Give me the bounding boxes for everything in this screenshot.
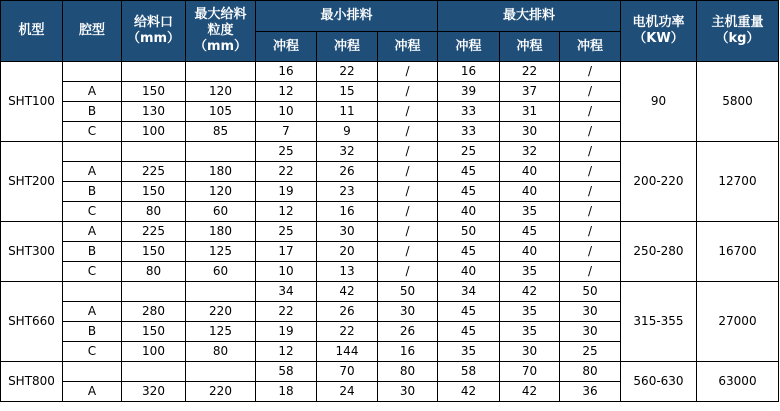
feed-opening-cell xyxy=(122,62,186,82)
max-discharge-cell: 25 xyxy=(560,342,621,362)
cavity-cell xyxy=(63,62,122,82)
max-discharge-cell: / xyxy=(560,102,621,122)
max-feed-cell: 180 xyxy=(186,222,256,242)
max-feed-cell: 120 xyxy=(186,82,256,102)
max-feed-cell: 60 xyxy=(186,202,256,222)
min-discharge-cell: 18 xyxy=(256,382,317,402)
min-discharge-cell: / xyxy=(378,162,438,182)
cavity-cell: B xyxy=(63,182,122,202)
cavity-cell xyxy=(63,142,122,162)
cavity-cell xyxy=(63,362,122,382)
min-discharge-cell: / xyxy=(378,182,438,202)
cavity-cell: B xyxy=(63,102,122,122)
cavity-cell xyxy=(63,282,122,302)
header-model: 机型 xyxy=(1,1,63,62)
min-discharge-cell: 80 xyxy=(378,362,438,382)
table-row xyxy=(1,362,779,382)
header-stroke: 冲程 xyxy=(378,32,438,62)
min-discharge-cell: / xyxy=(378,222,438,242)
max-discharge-cell: / xyxy=(560,262,621,282)
max-feed-cell: 220 xyxy=(186,302,256,322)
cavity-cell: A xyxy=(63,82,122,102)
power-cell: 200-220 xyxy=(621,142,697,222)
min-discharge-cell: / xyxy=(378,122,438,142)
feed-opening-cell: 130 xyxy=(122,102,186,122)
min-discharge-cell: / xyxy=(378,62,438,82)
max-feed-cell xyxy=(186,142,256,162)
min-discharge-cell: 23 xyxy=(317,182,378,202)
power-cell: 315-355 xyxy=(621,282,697,362)
header-power-line1: 电机功率 xyxy=(632,15,685,30)
max-feed-cell: 180 xyxy=(186,162,256,182)
min-discharge-cell: 144 xyxy=(317,342,378,362)
cavity-cell: C xyxy=(63,262,122,282)
min-discharge-cell: 12 xyxy=(256,342,317,362)
max-discharge-cell: 35 xyxy=(500,322,560,342)
header-power-line2: （KW） xyxy=(633,31,684,46)
min-discharge-cell: 16 xyxy=(378,342,438,362)
max-discharge-cell: 70 xyxy=(500,362,560,382)
feed-opening-cell: 150 xyxy=(122,182,186,202)
max-discharge-cell: / xyxy=(560,122,621,142)
max-discharge-cell: / xyxy=(560,202,621,222)
model-cell: SHT300 xyxy=(1,222,63,282)
min-discharge-cell: / xyxy=(378,242,438,262)
max-discharge-cell: / xyxy=(560,222,621,242)
min-discharge-cell: 16 xyxy=(256,62,317,82)
weight-cell: 63000 xyxy=(697,362,779,402)
min-discharge-cell: 32 xyxy=(317,142,378,162)
feed-opening-cell: 225 xyxy=(122,222,186,242)
max-discharge-cell: 16 xyxy=(438,62,500,82)
max-discharge-cell: 40 xyxy=(500,242,560,262)
feed-opening-cell xyxy=(122,282,186,302)
min-discharge-cell: 30 xyxy=(378,382,438,402)
feed-opening-cell: 150 xyxy=(122,322,186,342)
max-discharge-cell: 42 xyxy=(438,382,500,402)
table-row xyxy=(1,222,779,242)
header-stroke: 冲程 xyxy=(500,32,560,62)
header-feed-opening xyxy=(122,1,186,62)
power-cell: 250-280 xyxy=(621,222,697,282)
max-discharge-cell: 35 xyxy=(438,342,500,362)
max-discharge-cell: 30 xyxy=(560,322,621,342)
cavity-cell: B xyxy=(63,322,122,342)
min-discharge-cell: 19 xyxy=(256,322,317,342)
max-discharge-cell: / xyxy=(560,62,621,82)
min-discharge-cell: 26 xyxy=(317,302,378,322)
cavity-cell: A xyxy=(63,382,122,402)
feed-opening-cell: 100 xyxy=(122,342,186,362)
min-discharge-cell: 10 xyxy=(256,102,317,122)
header-min-discharge: 最小排料 xyxy=(256,1,438,32)
max-discharge-cell: 35 xyxy=(500,262,560,282)
max-discharge-cell: 25 xyxy=(438,142,500,162)
max-discharge-cell: / xyxy=(560,182,621,202)
model-cell: SHT100 xyxy=(1,62,63,142)
min-discharge-cell: 70 xyxy=(317,362,378,382)
max-discharge-cell: 30 xyxy=(560,302,621,322)
max-discharge-cell: 45 xyxy=(438,242,500,262)
min-discharge-cell: 20 xyxy=(317,242,378,262)
max-discharge-cell: 37 xyxy=(500,82,560,102)
max-feed-cell: 85 xyxy=(186,122,256,142)
cavity-cell: C xyxy=(63,122,122,142)
table-body xyxy=(1,62,779,402)
power-cell: 90 xyxy=(621,62,697,142)
max-feed-cell xyxy=(186,282,256,302)
max-discharge-cell: 22 xyxy=(500,62,560,82)
max-discharge-cell: 42 xyxy=(500,382,560,402)
weight-cell: 27000 xyxy=(697,282,779,362)
feed-opening-cell: 150 xyxy=(122,242,186,262)
header-stroke: 冲程 xyxy=(560,32,621,62)
feed-opening-cell xyxy=(122,142,186,162)
header-max-feed xyxy=(186,1,256,62)
min-discharge-cell: 7 xyxy=(256,122,317,142)
header-weight xyxy=(697,1,779,62)
min-discharge-cell: 13 xyxy=(317,262,378,282)
weight-cell: 5800 xyxy=(697,62,779,142)
feed-opening-cell: 100 xyxy=(122,122,186,142)
max-discharge-cell: 30 xyxy=(500,122,560,142)
max-discharge-cell: 50 xyxy=(438,222,500,242)
header-stroke: 冲程 xyxy=(256,32,317,62)
min-discharge-cell: 26 xyxy=(378,322,438,342)
min-discharge-cell: 22 xyxy=(317,322,378,342)
max-discharge-cell: 32 xyxy=(500,142,560,162)
min-discharge-cell: 22 xyxy=(256,302,317,322)
min-discharge-cell: 15 xyxy=(317,82,378,102)
min-discharge-cell: 22 xyxy=(256,162,317,182)
header-feed-opening-line1: 给料口 xyxy=(133,15,173,30)
max-discharge-cell: 45 xyxy=(438,322,500,342)
min-discharge-cell: / xyxy=(378,102,438,122)
max-feed-cell xyxy=(186,62,256,82)
max-discharge-cell: 45 xyxy=(438,182,500,202)
max-feed-cell: 120 xyxy=(186,182,256,202)
table-row xyxy=(1,142,779,162)
model-cell: SHT660 xyxy=(1,282,63,362)
max-discharge-cell: 40 xyxy=(500,162,560,182)
feed-opening-cell xyxy=(122,362,186,382)
max-discharge-cell: 31 xyxy=(500,102,560,122)
max-discharge-cell: 30 xyxy=(500,342,560,362)
max-discharge-cell: 34 xyxy=(438,282,500,302)
model-cell: SHT800 xyxy=(1,362,63,402)
header-power xyxy=(621,1,697,62)
min-discharge-cell: 24 xyxy=(317,382,378,402)
max-discharge-cell: 39 xyxy=(438,82,500,102)
min-discharge-cell: 25 xyxy=(256,142,317,162)
header-max-discharge: 最大排料 xyxy=(438,1,621,32)
min-discharge-cell: 26 xyxy=(317,162,378,182)
min-discharge-cell: 12 xyxy=(256,82,317,102)
cavity-cell: B xyxy=(63,242,122,262)
cavity-cell: A xyxy=(63,222,122,242)
max-discharge-cell: 45 xyxy=(500,222,560,242)
max-discharge-cell: 80 xyxy=(560,362,621,382)
min-discharge-cell: 50 xyxy=(378,282,438,302)
max-feed-cell: 80 xyxy=(186,342,256,362)
max-discharge-cell: 35 xyxy=(500,202,560,222)
max-discharge-cell: / xyxy=(560,242,621,262)
min-discharge-cell: 19 xyxy=(256,182,317,202)
min-discharge-cell: / xyxy=(378,142,438,162)
header-stroke: 冲程 xyxy=(438,32,500,62)
max-feed-cell: 60 xyxy=(186,262,256,282)
header-max-feed-line3: （mm） xyxy=(193,39,248,54)
min-discharge-cell: / xyxy=(378,202,438,222)
max-discharge-cell: 36 xyxy=(560,382,621,402)
max-discharge-cell: 45 xyxy=(438,302,500,322)
min-discharge-cell: 30 xyxy=(378,302,438,322)
feed-opening-cell: 80 xyxy=(122,262,186,282)
header-stroke: 冲程 xyxy=(317,32,378,62)
max-feed-cell: 125 xyxy=(186,242,256,262)
max-discharge-cell: 40 xyxy=(500,182,560,202)
cavity-cell: A xyxy=(63,162,122,182)
min-discharge-cell: 12 xyxy=(256,202,317,222)
min-discharge-cell: 11 xyxy=(317,102,378,122)
weight-cell: 12700 xyxy=(697,142,779,222)
weight-cell: 16700 xyxy=(697,222,779,282)
max-discharge-cell: 40 xyxy=(438,262,500,282)
min-discharge-cell: 25 xyxy=(256,222,317,242)
table-row xyxy=(1,62,779,82)
min-discharge-cell: 58 xyxy=(256,362,317,382)
max-discharge-cell: 40 xyxy=(438,202,500,222)
min-discharge-cell: 30 xyxy=(317,222,378,242)
power-cell: 560-630 xyxy=(621,362,697,402)
max-feed-cell xyxy=(186,362,256,382)
feed-opening-cell: 150 xyxy=(122,82,186,102)
min-discharge-cell: / xyxy=(378,262,438,282)
feed-opening-cell: 280 xyxy=(122,302,186,322)
max-discharge-cell: 33 xyxy=(438,122,500,142)
max-discharge-cell: / xyxy=(560,142,621,162)
min-discharge-cell: 16 xyxy=(317,202,378,222)
cavity-cell: A xyxy=(63,302,122,322)
cavity-cell: C xyxy=(63,342,122,362)
table-row xyxy=(1,282,779,302)
header-weight-line2: （kg） xyxy=(715,31,760,46)
max-discharge-cell: 35 xyxy=(500,302,560,322)
max-feed-cell: 125 xyxy=(186,322,256,342)
header-max-feed-line1: 最大给料 xyxy=(194,7,247,22)
feed-opening-cell: 225 xyxy=(122,162,186,182)
max-discharge-cell: / xyxy=(560,162,621,182)
header-feed-opening-line2: （mm） xyxy=(126,31,181,46)
max-discharge-cell: 42 xyxy=(500,282,560,302)
header-cavity: 腔型 xyxy=(63,1,122,62)
min-discharge-cell: 9 xyxy=(317,122,378,142)
max-discharge-cell: / xyxy=(560,82,621,102)
min-discharge-cell: 34 xyxy=(256,282,317,302)
max-discharge-cell: 45 xyxy=(438,162,500,182)
feed-opening-cell: 80 xyxy=(122,202,186,222)
min-discharge-cell: / xyxy=(378,82,438,102)
min-discharge-cell: 17 xyxy=(256,242,317,262)
max-discharge-cell: 58 xyxy=(438,362,500,382)
header-max-feed-line2: 粒度 xyxy=(207,23,234,38)
max-feed-cell: 105 xyxy=(186,102,256,122)
min-discharge-cell: 42 xyxy=(317,282,378,302)
cavity-cell: C xyxy=(63,202,122,222)
header-weight-line1: 主机重量 xyxy=(711,15,764,30)
model-cell: SHT200 xyxy=(1,142,63,222)
feed-opening-cell: 320 xyxy=(122,382,186,402)
max-discharge-cell: 50 xyxy=(560,282,621,302)
max-discharge-cell: 33 xyxy=(438,102,500,122)
min-discharge-cell: 22 xyxy=(317,62,378,82)
max-feed-cell: 220 xyxy=(186,382,256,402)
min-discharge-cell: 10 xyxy=(256,262,317,282)
